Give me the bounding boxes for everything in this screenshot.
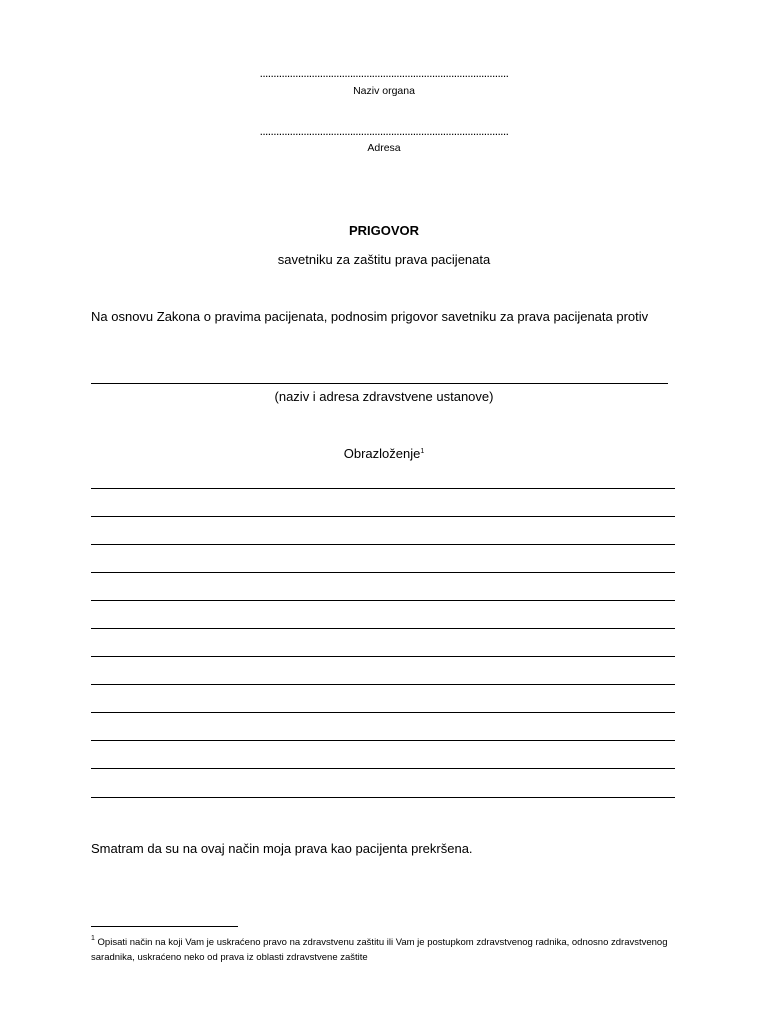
institution-caption: (naziv i adresa zdravstvene ustanove) xyxy=(274,389,494,404)
explanation-line xyxy=(91,488,675,489)
explanation-line xyxy=(91,516,675,517)
address-label: Adresa xyxy=(367,142,401,154)
explanation-heading xyxy=(0,446,768,461)
explanation-heading-text: Obrazloženje xyxy=(343,446,421,461)
organ-name-dotted-line: ........................................................................................... xyxy=(259,66,509,80)
document-subtitle: savetniku za zaštitu prava pacijenata xyxy=(277,252,491,267)
footnote-marker: 1 xyxy=(91,935,95,942)
explanation-line xyxy=(91,740,675,741)
explanation-line xyxy=(91,797,675,798)
document-title: PRIGOVOR xyxy=(348,223,420,238)
footnote-separator xyxy=(91,926,238,927)
explanation-line xyxy=(91,544,675,545)
closing-statement: Smatram da su na ovaj način moja prava kao pacijenta prekršena. xyxy=(91,841,473,856)
footnote-reference: 1 xyxy=(420,448,425,455)
footnote-text: Opisati način na koji Vam je uskraćeno pravo na zdravstvenu zaštitu ili Vam je postupkom zdravstvenog radnika, odnosno zdravstvenog saradnika, uskraćeno neko od prava iz oblasti zdravstvene zaštite xyxy=(91,937,668,963)
explanation-line xyxy=(91,684,675,685)
explanation-line xyxy=(91,572,675,573)
organ-name-label: Naziv organa xyxy=(353,85,415,97)
explanation-line xyxy=(91,656,675,657)
intro-paragraph: Na osnovu Zakona o pravima pacijenata, podnosim prigovor savetniku za prava pacijenata protiv xyxy=(91,309,649,324)
explanation-line xyxy=(91,628,675,629)
address-dotted-line: ........................................................................................... xyxy=(259,124,509,138)
explanation-line xyxy=(91,768,675,769)
footnote xyxy=(91,931,681,965)
explanation-line xyxy=(91,712,675,713)
explanation-line xyxy=(91,600,675,601)
institution-line xyxy=(91,383,668,384)
